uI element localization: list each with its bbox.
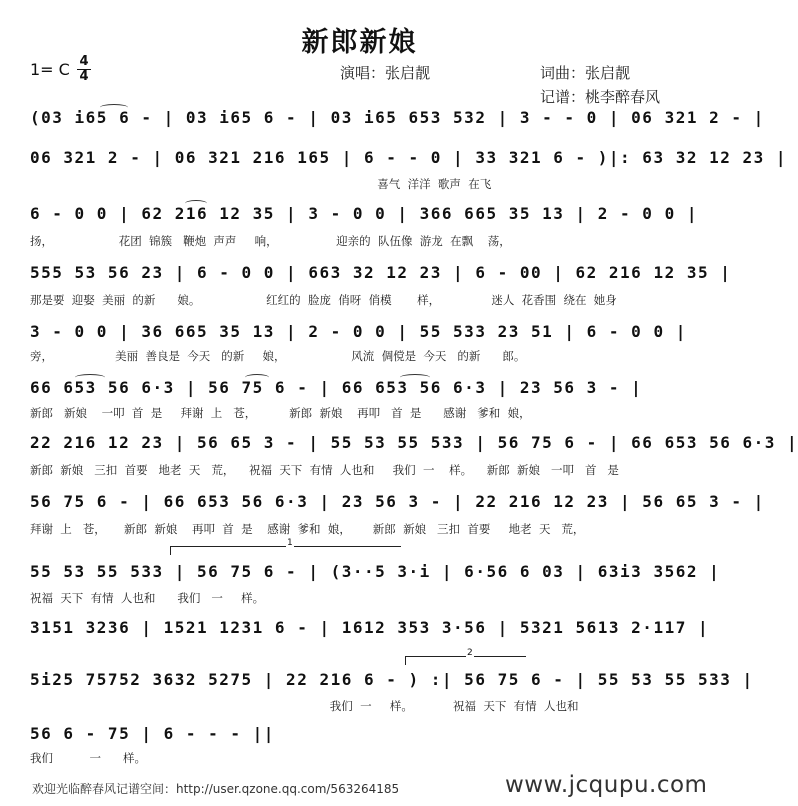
volta-bracket-2: [405, 648, 526, 665]
volta-bracket-1: [170, 538, 401, 555]
key-signature: 1= C: [30, 60, 70, 79]
notation-row: 555 53 56 23 | 6 - 0 0 | 663 32 12 23 | 6 - 00 | 62 216 12 35 |: [30, 263, 732, 282]
composer-credit: 词曲：张启靓: [540, 64, 631, 82]
footer-credit: 欢迎光临醉春风记谱空间：http://user.qzone.qq.com/563264185: [32, 782, 400, 796]
tie-mark: [100, 104, 128, 111]
lyric-row: 扬， 花团 锦簇 鞭炮 声声 响， 迎亲的 队伍像 游龙 在飘 荡，: [30, 234, 511, 248]
song-title: 新郎新娘: [301, 27, 418, 58]
time-signature-bottom: 4: [77, 69, 91, 84]
tie-mark: [185, 200, 207, 207]
time-signature: [77, 55, 91, 84]
notation-row: 3 - 0 0 | 36 665 35 13 | 2 - 0 0 | 55 533 23 51 | 6 - 0 0 |: [30, 322, 687, 341]
lyric-row: 新郎 新娘 一叩 首 是 拜谢 上 苍， 新郎 新娘 再叩 首 是 感谢 爹和 娘，: [30, 406, 531, 420]
tie-mark: [75, 374, 105, 381]
notation-row: 6 - 0 0 | 62 216 12 35 | 3 - 0 0 | 366 665 35 13 | 2 - 0 0 |: [30, 204, 698, 223]
lyric-row: 那是要 迎娶 美丽 的新 娘。 红红的 脸庞 俏呀 俏模 样， 迷人 花香围 绕在 她身: [30, 293, 617, 307]
notation-row: 66 653 56 6·3 | 56 75 6 - | 66 653 56 6·3 | 23 56 3 - |: [30, 378, 643, 397]
notation-row: 55 53 55 533 | 56 75 6 - | (3··5 3·i | 6·56 6 03 | 63i3 3562 |: [30, 562, 721, 581]
lyric-row: 我们 一 样。 祝福 天下 有情 人也和: [30, 699, 579, 713]
site-watermark: www.jcqupu.com: [505, 772, 708, 798]
lyric-row: 喜气 洋洋 歌声 在飞: [30, 177, 492, 191]
notation-row: 56 75 6 - | 66 653 56 6·3 | 23 56 3 - | 22 216 12 23 | 56 65 3 - |: [30, 492, 765, 511]
lyric-row: 新郎 新娘 三扣 首要 地老 天 荒， 祝福 天下 有情 人也和 我们 一 样。 新郎 新娘 一叩 首 是: [30, 463, 619, 477]
volta-number: 2: [467, 648, 473, 658]
lyric-row: 拜谢 上 苍， 新郎 新娘 再叩 首 是 感谢 爹和 娘， 新郎 新娘 三扣 首要 地老 天 荒，: [30, 522, 585, 536]
tie-mark: [400, 374, 430, 381]
notation-row: 3151 3236 | 1521 1231 6 - | 1612 353 3·56 | 5321 5613 2·117 |: [30, 618, 710, 637]
notation-row: 5i25 75752 3632 5275 | 22 216 6 - ) :| 56 75 6 - | 55 53 55 533 |: [30, 670, 754, 689]
lyric-row: 旁， 美丽 善良是 今天 的新 娘， 风流 倜傥是 今天 的新 郎。: [30, 349, 526, 363]
notation-row: 06 321 2 - | 06 321 216 165 | 6 - - 0 | 33 321 6 - )|: 63 32 12 23 |: [30, 148, 788, 167]
lyric-row: 我们 一 样。: [30, 751, 146, 765]
singer-credit: 演唱：张启靓: [340, 64, 431, 82]
tie-mark: [245, 374, 269, 381]
volta-number: 1: [287, 538, 293, 548]
transcriber-credit: 记谱：桃李醉春风: [540, 88, 661, 106]
notation-row: 22 216 12 23 | 56 65 3 - | 55 53 55 533 | 56 75 6 - | 66 653 56 6·3 |: [30, 433, 798, 452]
time-signature-top: 4: [79, 54, 89, 69]
notation-row: (03 i65 6 - | 03 i65 6 - | 03 i65 653 532 | 3 - - 0 | 06 321 2 - |: [30, 108, 765, 127]
notation-row: 56 6 - 75 | 6 - - - ||: [30, 724, 275, 743]
lyric-row: 祝福 天下 有情 人也和 我们 一 样。: [30, 591, 265, 605]
